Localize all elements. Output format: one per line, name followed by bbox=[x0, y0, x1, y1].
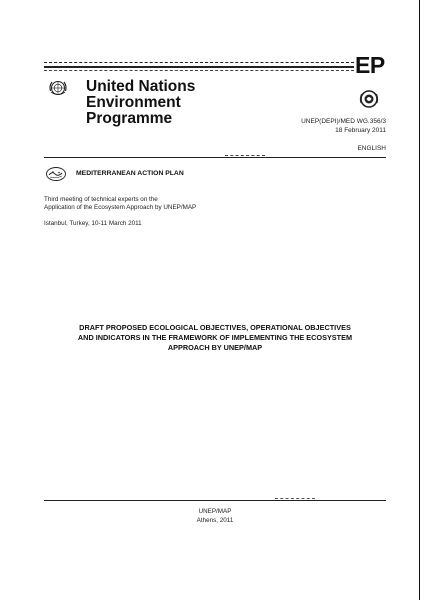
document-date: 18 February 2011 bbox=[335, 126, 386, 134]
document-language: ENGLISH bbox=[357, 145, 386, 152]
header-rule-dashed bbox=[44, 62, 354, 63]
document-metadata bbox=[301, 118, 386, 135]
meeting-description bbox=[44, 196, 196, 212]
map-emblem-icon bbox=[45, 166, 67, 182]
org-name-line-3: Programme bbox=[86, 110, 173, 127]
org-name-line-2: Environment bbox=[86, 94, 181, 111]
document-code: EP bbox=[355, 52, 385, 78]
page-edge-line bbox=[419, 0, 420, 600]
header-rule-solid bbox=[44, 66, 354, 68]
footer-place-year: Athens, 2011 bbox=[196, 516, 234, 524]
org-name-line-1: United Nations bbox=[86, 78, 196, 95]
unep-logo-icon bbox=[358, 88, 380, 110]
meeting-line-1: Third meeting of technical experts on the bbox=[44, 196, 158, 203]
document-symbol: UNEP(DEPI)/MED WG.356/3 bbox=[301, 118, 386, 125]
organization-name bbox=[86, 79, 195, 127]
footer bbox=[44, 508, 386, 525]
document-title-line-1: DRAFT PROPOSED ECOLOGICAL OBJECTIVES, OPERATIONAL OBJECTIVES bbox=[79, 323, 351, 332]
document-title-line-2: AND INDICATORS IN THE FRAMEWORK OF IMPLEMENTING THE ECOSYSTEM bbox=[77, 333, 353, 342]
mid-rule-dashed bbox=[225, 155, 265, 156]
meeting-location-date: Istanbul, Turkey, 10-11 March 2011 bbox=[44, 220, 142, 227]
meeting-line-2: Application of the Ecosystem Approach by UNEP/MAP bbox=[44, 204, 197, 211]
footer-org: UNEP/MAP bbox=[198, 508, 232, 515]
bottom-rule bbox=[44, 500, 386, 501]
plan-title: MEDITERRANEAN ACTION PLAN bbox=[76, 170, 184, 177]
bottom-rule-dashed bbox=[275, 498, 315, 499]
header-rule-dashed-lower bbox=[44, 70, 354, 71]
un-emblem-icon bbox=[48, 78, 68, 98]
mid-rule bbox=[44, 157, 386, 158]
document-title bbox=[44, 323, 386, 353]
document-title-line-3: APPROACH BY UNEP/MAP bbox=[167, 343, 263, 352]
